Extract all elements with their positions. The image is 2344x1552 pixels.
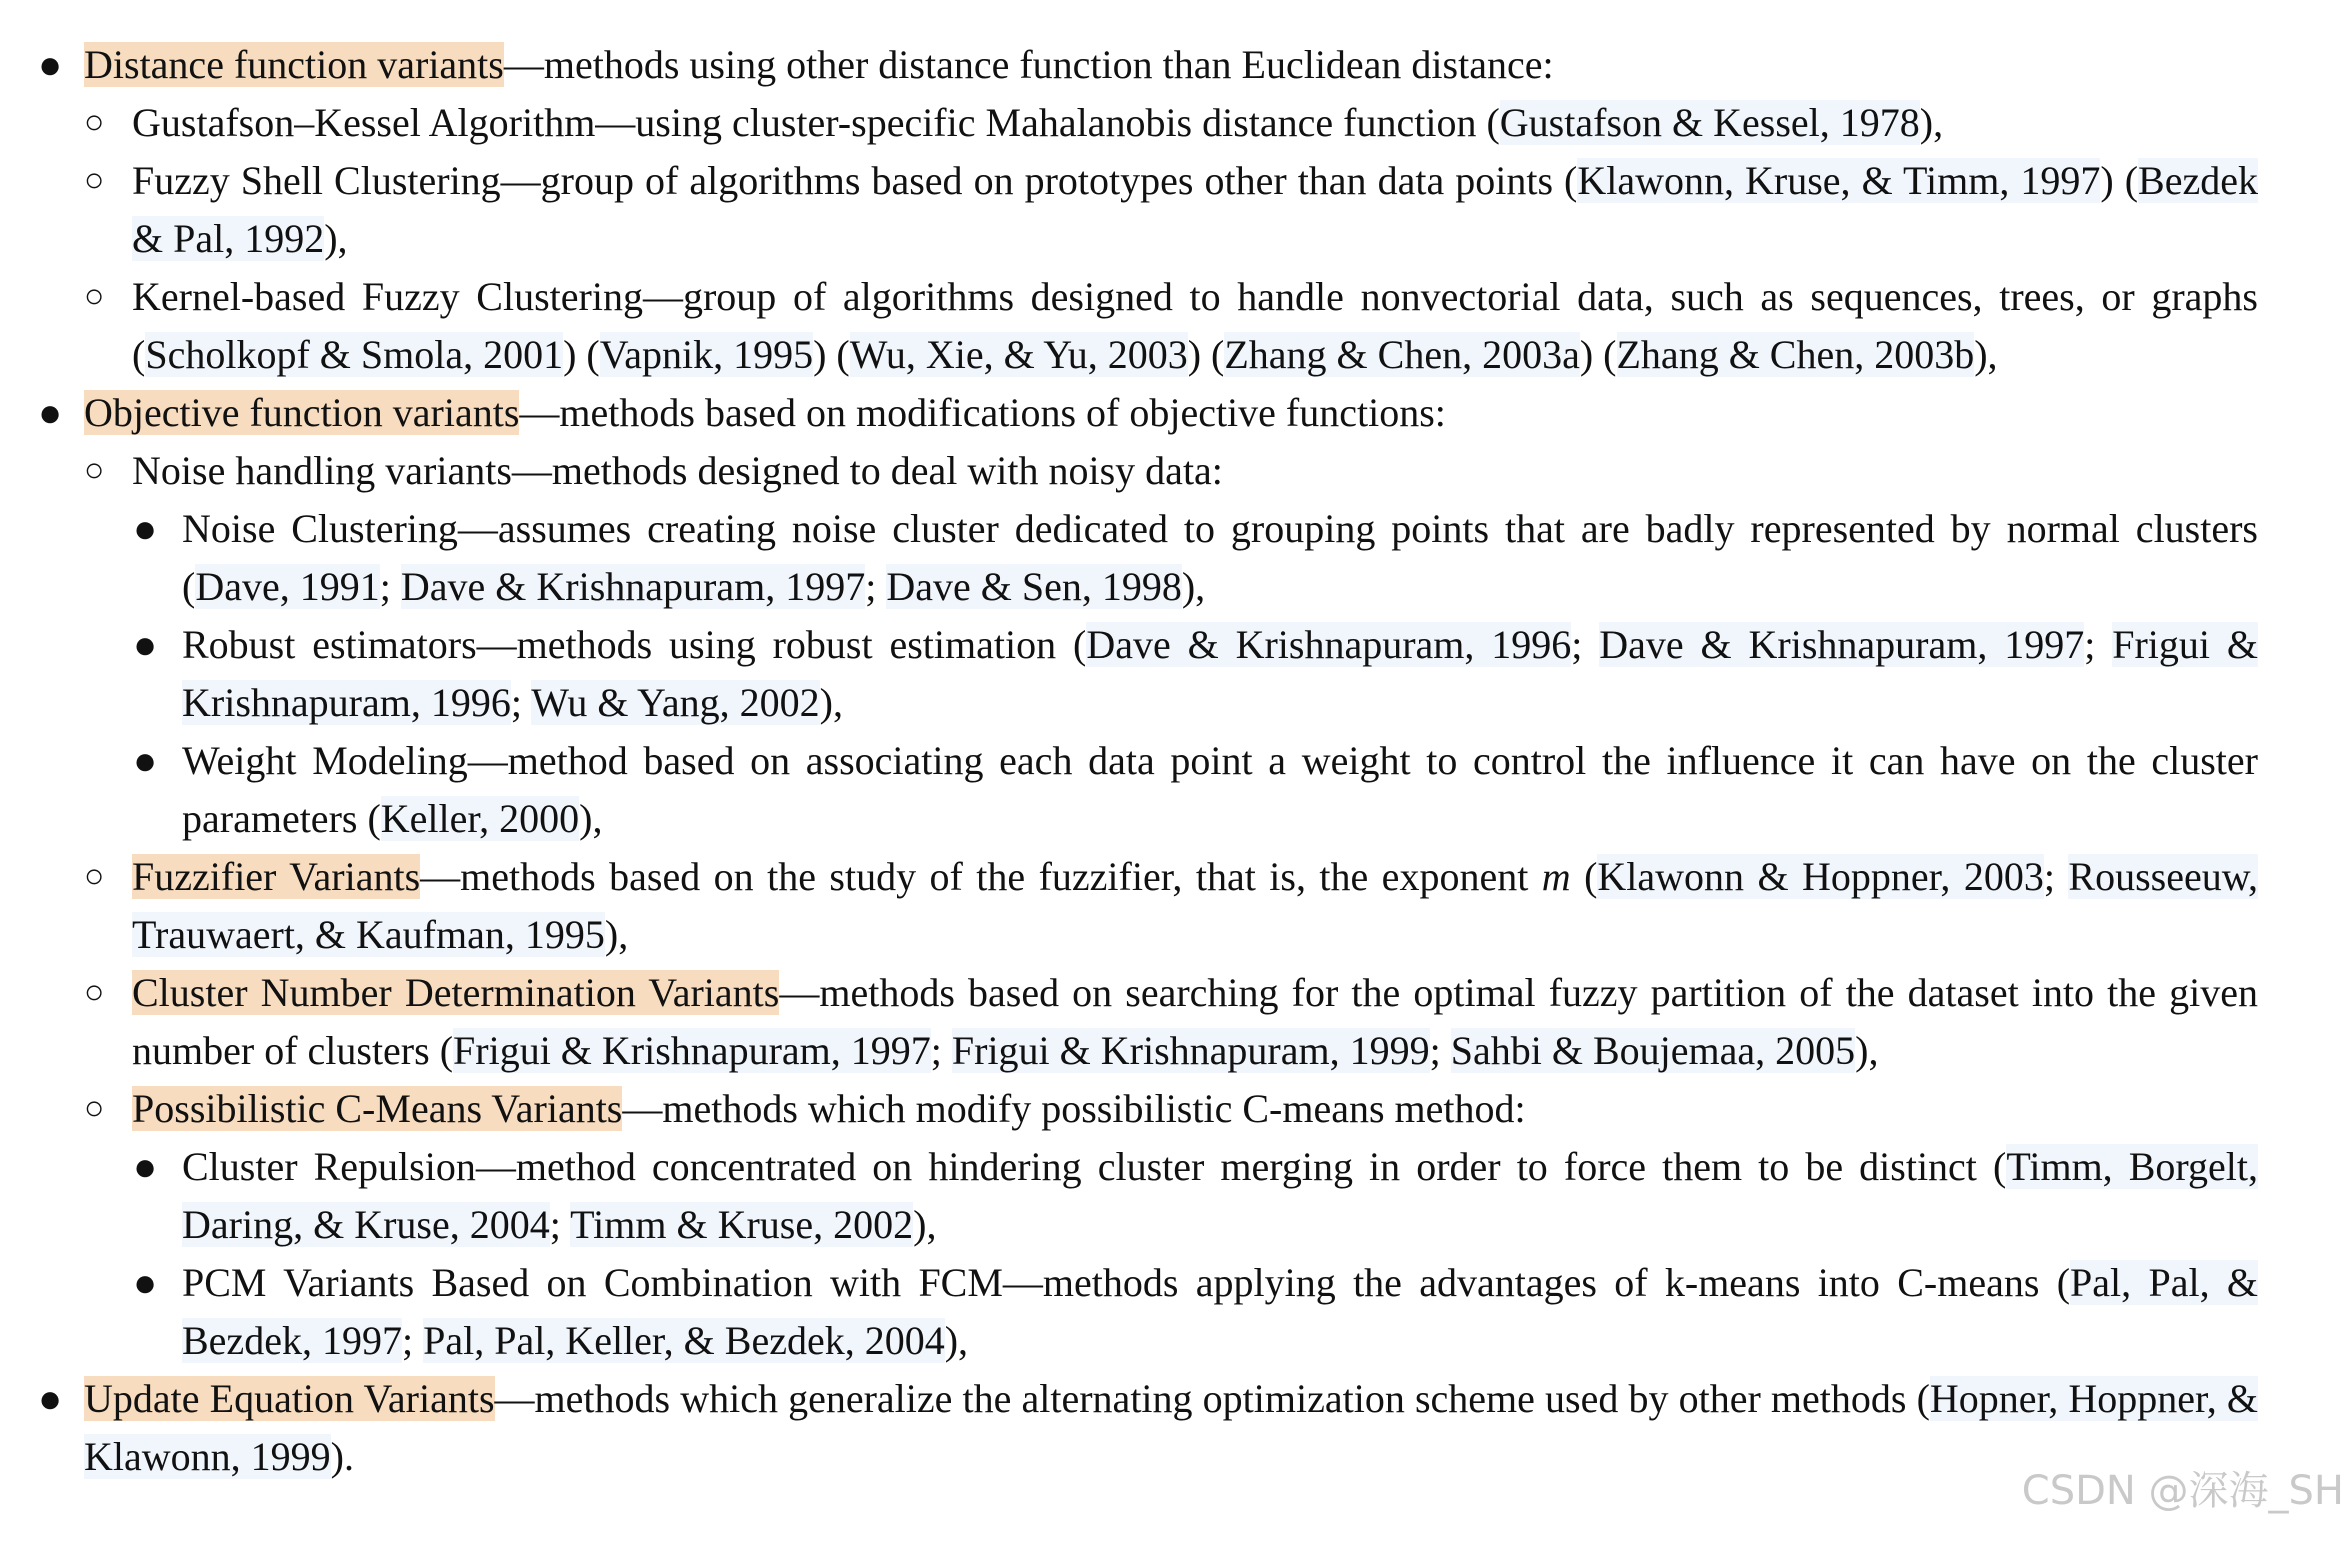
citation-link[interactable]: Hopner, Hoppner, & Klawonn, 1999 bbox=[84, 1376, 2258, 1479]
item-description: —methods based on modifications of objective functions: bbox=[519, 390, 1446, 435]
citation-link[interactable]: Wu, Xie, & Yu, 2003 bbox=[849, 332, 1188, 377]
list-item-noise-clustering bbox=[0, 500, 2258, 616]
item-text: Kernel-based Fuzzy Clustering—group of algorithms designed to handle nonvectorial data, such as sequences, trees, or graphs ( bbox=[132, 274, 2258, 377]
circle-bullet-icon: ○ bbox=[84, 452, 105, 489]
highlighted-term: Fuzzifier Variants bbox=[132, 854, 421, 899]
list-item-fuzzifier-variants bbox=[0, 848, 2258, 964]
item-text: ; bbox=[549, 1202, 571, 1247]
item-text: PCM Variants Based on Combination with FCM—methods applying the advantages of k-means into C-means ( bbox=[182, 1260, 2071, 1305]
math-variable: m bbox=[1541, 854, 1571, 899]
list-item-pcm-variants-fcm bbox=[0, 1254, 2258, 1370]
item-text: ), bbox=[913, 1202, 937, 1247]
citation-link[interactable]: Klawonn, Kruse, & Timm, 1997 bbox=[1577, 158, 2101, 203]
circle-bullet-icon: ○ bbox=[84, 278, 105, 315]
item-text: Gustafson–Kessel Algorithm—using cluster-specific Mahalanobis distance function ( bbox=[132, 100, 1500, 145]
citation-link[interactable]: Timm, Borgelt, Daring, & Kruse, 2004 bbox=[182, 1144, 2259, 1247]
item-text: ; bbox=[930, 1028, 952, 1073]
list-item-possibilistic-c-means-variants bbox=[0, 1080, 2258, 1138]
circle-bullet-icon: ○ bbox=[84, 162, 105, 199]
item-text: Noise Clustering—assumes creating noise cluster dedicated to grouping points that are badly represented by normal clusters ( bbox=[182, 506, 2258, 609]
circle-bullet-icon: ○ bbox=[84, 974, 105, 1011]
item-text: ), bbox=[1855, 1028, 1879, 1073]
bullet-icon: ● bbox=[133, 1260, 158, 1305]
item-text: ), bbox=[1919, 100, 1944, 145]
citation-link[interactable]: Klawonn & Hoppner, 2003 bbox=[1597, 854, 2044, 899]
list-item-weight-modeling bbox=[0, 732, 2258, 848]
item-text: ; bbox=[510, 680, 532, 725]
citation-link[interactable]: Pal, Pal, Keller, & Bezdek, 2004 bbox=[423, 1318, 945, 1363]
list-item-noise-handling-variants bbox=[0, 442, 2258, 500]
citation-link[interactable]: Sahbi & Boujemaa, 2005 bbox=[1450, 1028, 1856, 1073]
list-item-kernel-based-fuzzy-clustering bbox=[0, 268, 2258, 384]
item-text: ; bbox=[2084, 622, 2113, 667]
item-text: ; bbox=[379, 564, 401, 609]
item-text: Weight Modeling—method based on associating each data point a weight to control the influence it can have on the cluster parameters ( bbox=[182, 738, 2258, 841]
item-text: Fuzzy Shell Clustering—group of algorithms based on prototypes other than data points ( bbox=[132, 158, 1578, 203]
citation-link[interactable]: Wu & Yang, 2002 bbox=[531, 680, 820, 725]
item-text: —methods based on searching for the optimal fuzzy partition of the dataset into the given number of clusters ( bbox=[132, 970, 2259, 1073]
citation-link[interactable]: Zhang & Chen, 2003b bbox=[1616, 332, 1975, 377]
citation-link[interactable]: Timm & Kruse, 2002 bbox=[570, 1202, 914, 1247]
item-text: ), bbox=[944, 1318, 969, 1363]
item-text: ), bbox=[579, 796, 603, 841]
item-text: ), bbox=[819, 680, 843, 725]
variants-list bbox=[0, 36, 2344, 1486]
citation-link[interactable]: Dave & Krishnapuram, 1997 bbox=[1599, 622, 2085, 667]
item-text: ), bbox=[1181, 564, 1206, 609]
item-description: —methods which generalize the alternating optimization scheme used by other methods ( bbox=[494, 1376, 1930, 1421]
citation-link[interactable]: Keller, 2000 bbox=[380, 796, 580, 841]
item-text: Robust estimators—methods using robust estimation ( bbox=[182, 622, 1087, 667]
watermark: CSDN @深海_SH bbox=[2021, 1468, 2344, 1514]
circle-bullet-icon: ○ bbox=[84, 104, 105, 141]
citation-link[interactable]: Dave & Krishnapuram, 1997 bbox=[400, 564, 866, 609]
bullet-icon: ● bbox=[133, 506, 158, 551]
list-item-distance-function-variants bbox=[0, 36, 2258, 94]
citation-link[interactable]: Frigui & Krishnapuram, 1997 bbox=[453, 1028, 931, 1073]
citation-link[interactable]: Scholkopf & Smola, 2001 bbox=[145, 332, 564, 377]
item-text: Cluster Repulsion—method concentrated on hindering cluster merging in order to force them to be distinct ( bbox=[182, 1144, 2007, 1189]
list-item-gustafson-kessel bbox=[0, 94, 2258, 152]
item-text: —methods based on the study of the fuzzifier, that is, the exponent bbox=[420, 854, 1542, 899]
citation-link[interactable]: Pal, Pal, & Bezdek, 1997 bbox=[182, 1260, 2258, 1363]
highlighted-term: Objective function variants bbox=[84, 390, 520, 435]
citation-link[interactable]: Frigui & Krishnapuram, 1999 bbox=[951, 1028, 1430, 1073]
list-item-update-equation-variants bbox=[0, 1370, 2258, 1486]
item-text: ), bbox=[324, 216, 348, 261]
item-text: ) ( bbox=[1579, 332, 1617, 377]
item-description: —methods using other distance function than Euclidean distance: bbox=[503, 42, 1554, 87]
bullet-icon: ● bbox=[133, 738, 158, 783]
citation-link[interactable]: Rousseeuw, Trauwaert, & Kaufman, 1995 bbox=[132, 854, 2258, 957]
bullet-icon: ● bbox=[133, 622, 158, 667]
highlighted-term: Possibilistic C-Means Variants bbox=[132, 1086, 623, 1131]
citation-link[interactable]: Frigui & Krishnapuram, 1996 bbox=[182, 622, 2258, 725]
highlighted-term: Distance function variants bbox=[84, 42, 504, 87]
list-item-cluster-number-determination-variants bbox=[0, 964, 2258, 1080]
item-text: ), bbox=[604, 912, 629, 957]
item-text: ; bbox=[1429, 1028, 1451, 1073]
item-text: ; bbox=[401, 1318, 424, 1363]
list-item-objective-function-variants bbox=[0, 384, 2258, 442]
item-text: ; bbox=[2043, 854, 2069, 899]
list-item-fuzzy-shell-clustering bbox=[0, 152, 2258, 268]
bullet-icon: ● bbox=[38, 42, 63, 87]
highlighted-term: Cluster Number Determination Variants bbox=[132, 970, 780, 1015]
item-text: ) ( bbox=[2100, 158, 2139, 203]
citation-link[interactable]: Dave, 1991 bbox=[195, 564, 380, 609]
citation-link[interactable]: Vapnik, 1995 bbox=[599, 332, 814, 377]
citation-link[interactable]: Dave & Sen, 1998 bbox=[886, 564, 1182, 609]
circle-bullet-icon: ○ bbox=[84, 1090, 105, 1127]
citation-link[interactable]: Zhang & Chen, 2003a bbox=[1224, 332, 1580, 377]
citation-link[interactable]: Gustafson & Kessel, 1978 bbox=[1499, 100, 1920, 145]
item-text: ) ( bbox=[813, 332, 850, 377]
item-text: Noise handling variants—methods designed to deal with noisy data: bbox=[132, 448, 1223, 493]
citation-link[interactable]: Bezdek & Pal, 1992 bbox=[132, 158, 2258, 261]
item-text: ), bbox=[1974, 332, 1998, 377]
item-text: ; bbox=[865, 564, 887, 609]
bullet-icon: ● bbox=[133, 1144, 158, 1189]
item-text: ). bbox=[330, 1434, 354, 1479]
item-text: ) ( bbox=[1187, 332, 1225, 377]
highlighted-term: Update Equation Variants bbox=[84, 1376, 495, 1421]
item-text: ; bbox=[1571, 622, 1600, 667]
item-text: —methods which modify possibilistic C-means method: bbox=[622, 1086, 1526, 1131]
item-text: ( bbox=[1570, 854, 1598, 899]
citation-link[interactable]: Dave & Krishnapuram, 1996 bbox=[1086, 622, 1572, 667]
list-item-cluster-repulsion bbox=[0, 1138, 2258, 1254]
item-text: ) ( bbox=[563, 332, 600, 377]
bullet-icon: ● bbox=[38, 390, 63, 435]
circle-bullet-icon: ○ bbox=[84, 858, 105, 895]
bullet-icon: ● bbox=[38, 1376, 63, 1421]
list-item-robust-estimators bbox=[0, 616, 2258, 732]
